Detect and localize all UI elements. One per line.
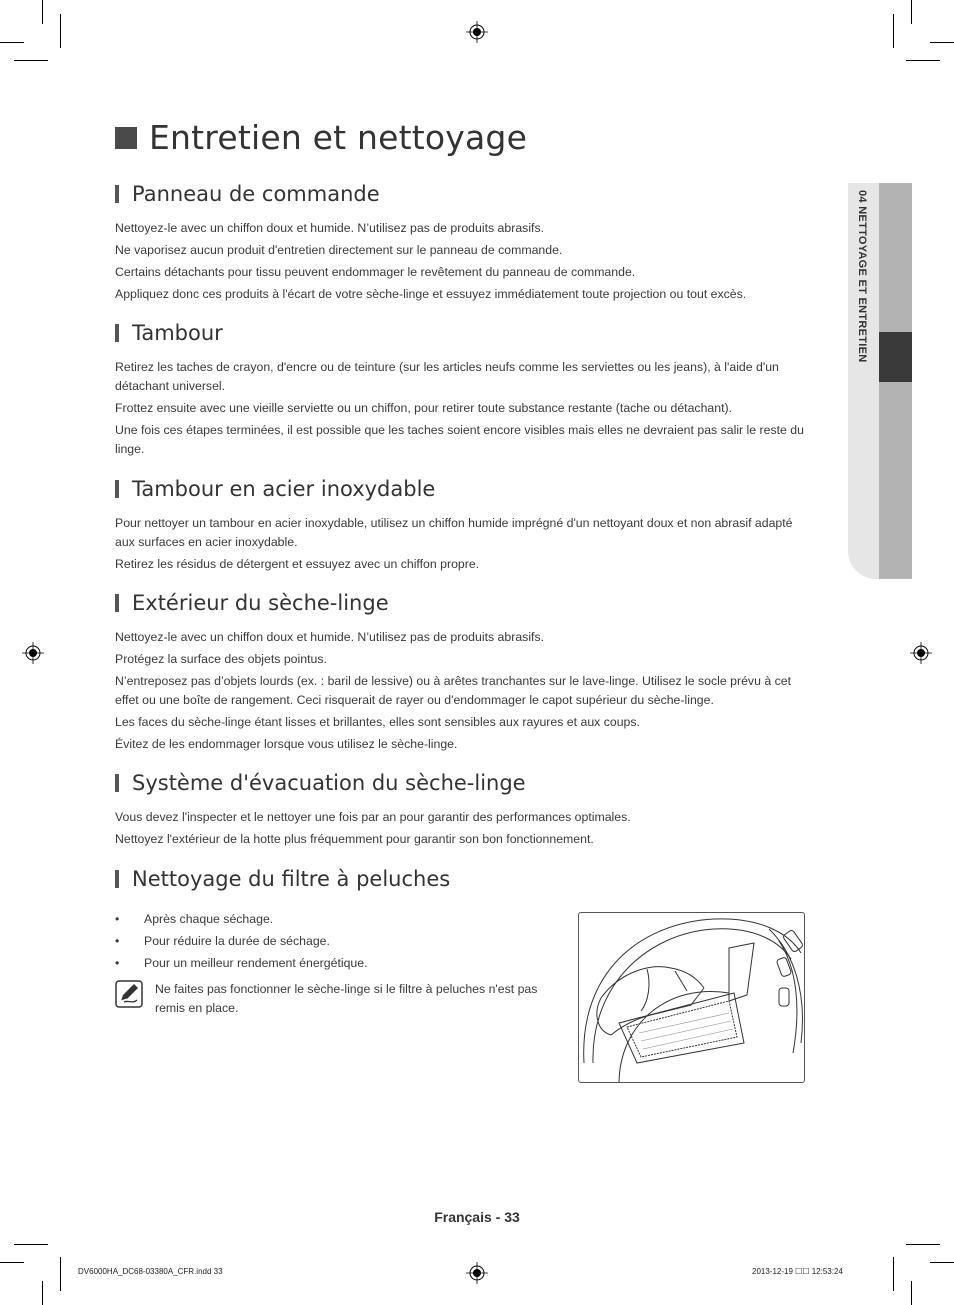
paragraph: Une fois ces étapes terminées, il est possible que les taches soient encore visibles mais elles ne devraient pas salir le reste du linge. — [115, 423, 804, 456]
paragraph: Appliquez donc ces produits à l'écart de votre sèche-linge et essuyez immédiatement toute projection ou tout excès. — [115, 287, 747, 301]
lint-filter-illustration — [578, 912, 805, 1083]
section-heading: Panneau de commande — [115, 181, 805, 207]
bullet-icon: • — [115, 934, 120, 948]
page-title — [115, 118, 527, 157]
bullet-list — [115, 908, 555, 974]
paragraph: Protégez la surface des objets pointus. — [115, 652, 327, 666]
paragraph: N’entreposez pas d’objets lourds (ex. : baril de lessive) ou à arêtes tranchantes sur le lave-linge. Utilisez le socle prévu à cet effet ou une boîte de rangement. Ceci risquerait de rayer ou d'endommager le capot supérieur du sèche-linge. — [115, 674, 791, 707]
section-exterieur — [115, 590, 805, 757]
section-tambour-acier — [115, 476, 805, 577]
section-heading: Tambour en acier inoxydable — [115, 476, 805, 502]
registration-mark-icon — [466, 21, 488, 43]
paragraph: Évitez de les endommager lorsque vous utilisez le sèche-linge. — [115, 737, 458, 751]
section-heading: Nettoyage du filtre à peluches — [115, 866, 805, 892]
side-tab-marker — [879, 332, 912, 382]
file-info: DV6000HA_DC68-03380A_CFR.indd 33 — [78, 1267, 223, 1276]
paragraph: Retirez les taches de crayon, d'encre ou de teinture (sur les articles neufs comme les serviettes ou les jeans), à l'aide d'un détachant universel. — [115, 360, 779, 393]
section-heading: Système d'évacuation du sèche-linge — [115, 770, 805, 796]
paragraph: Certains détachants pour tissu peuvent endommager le revêtement du panneau de commande. — [115, 265, 636, 279]
bullet-icon: • — [115, 956, 120, 970]
heading-bar-icon — [115, 324, 119, 342]
section-panneau-de-commande — [115, 181, 805, 307]
paragraph: Les faces du sèche-linge étant lisses et brillantes, elles sont sensibles aux rayures et aux coups. — [115, 715, 640, 729]
section-heading: Tambour — [115, 320, 805, 346]
registration-mark-icon — [22, 642, 44, 664]
registration-mark-icon — [466, 1262, 488, 1284]
page-number: Français - 33 — [434, 1209, 520, 1225]
paragraph: Frottez ensuite avec une vieille serviette ou un chiffon, pour retirer toute substance restante (tache ou détachant). — [115, 401, 733, 415]
heading-bar-icon — [115, 774, 119, 792]
side-tab-label: 04 NETTOYAGE ET ENTRETIEN — [856, 190, 868, 363]
note-text: Ne faites pas fonctionner le sèche-linge si le filtre à peluches n'est pas remis en place. — [155, 982, 538, 1015]
paragraph: Nettoyez-le avec un chiffon doux et humide. N’utilisez pas de produits abrasifs. — [115, 221, 545, 235]
list-item: • Pour réduire la durée de séchage. — [115, 930, 555, 952]
registration-mark-icon — [910, 642, 932, 664]
list-item: • Pour un meilleur rendement énergétique. — [115, 952, 555, 974]
paragraph: Pour nettoyer un tambour en acier inoxydable, utilisez un chiffon humide imprégné d'un nettoyant doux et non abrasif adapté aux surfaces en acier inoxydable. — [115, 516, 793, 549]
page-title-text: Entretien et nettoyage — [149, 118, 528, 157]
list-item: • Après chaque séchage. — [115, 908, 555, 930]
title-square-icon — [115, 127, 137, 149]
paragraph: Retirez les résidus de détergent et essuyez avec un chiffon propre. — [115, 557, 480, 571]
paragraph: Vous devez l'inspecter et le nettoyer une fois par an pour garantir des performances optimales. — [115, 810, 631, 824]
heading-bar-icon — [115, 594, 119, 612]
paragraph: Ne vaporisez aucun produit d'entretien directement sur le panneau de commande. — [115, 243, 563, 257]
section-tambour — [115, 320, 805, 462]
note — [115, 980, 555, 1018]
heading-bar-icon — [115, 185, 119, 203]
paragraph: Nettoyez-le avec un chiffon doux et humide. N’utilisez pas de produits abrasifs. — [115, 630, 545, 644]
heading-bar-icon — [115, 870, 119, 888]
bullet-icon: • — [115, 912, 120, 926]
print-timestamp: 2013-12-19 ☐☐ 12:53:24 — [752, 1267, 843, 1276]
section-filtre-peluches — [115, 866, 805, 904]
paragraph: Nettoyez l'extérieur de la hotte plus fréquemment pour garantir son bon fonctionnement. — [115, 832, 594, 846]
note-pencil-icon — [115, 980, 143, 1008]
section-heading: Extérieur du sèche-linge — [115, 590, 805, 616]
heading-bar-icon — [115, 480, 119, 498]
section-evacuation — [115, 770, 805, 852]
